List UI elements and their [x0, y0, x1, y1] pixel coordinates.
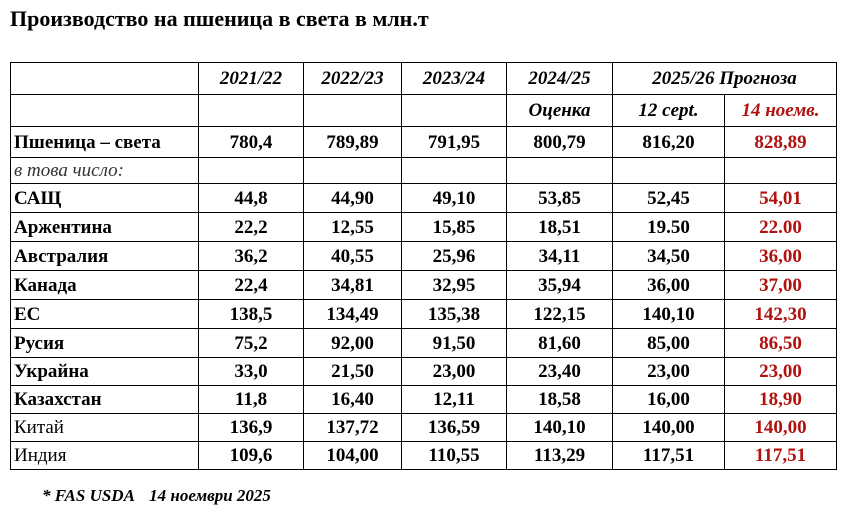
table-row	[11, 184, 837, 213]
cell: 140,10	[507, 414, 613, 442]
cell-forecast-nov: 86,50	[725, 329, 837, 358]
row-label: ЕС	[11, 300, 199, 329]
footnote-source: FAS USDA	[54, 486, 135, 505]
row-label: Русия	[11, 329, 199, 358]
cell: 135,38	[402, 300, 507, 329]
table-row	[11, 242, 837, 271]
row-label: Австралия	[11, 242, 199, 271]
cell: 22,4	[199, 271, 304, 300]
table-row	[11, 271, 837, 300]
including-label: в това число:	[11, 158, 199, 184]
cell: 25,96	[402, 242, 507, 271]
cell: 18,58	[507, 386, 613, 414]
table-row	[11, 414, 837, 442]
cell: 11,8	[199, 386, 304, 414]
subheader-12-sept: 12 сept.	[613, 95, 725, 127]
column-header-2021-22: 2021/22	[199, 63, 304, 95]
row-label: Канада	[11, 271, 199, 300]
footnote-date: 14 ноември 2025	[149, 486, 271, 505]
row-label: Казахстан	[11, 386, 199, 414]
cell-forecast-nov: 140,00	[725, 414, 837, 442]
row-label: САЩ	[11, 184, 199, 213]
cell-forecast-nov: 142,30	[725, 300, 837, 329]
cell: 122,15	[507, 300, 613, 329]
cell: 91,50	[402, 329, 507, 358]
row-including	[11, 158, 837, 184]
cell: 23,00	[613, 358, 725, 386]
cell: 138,5	[199, 300, 304, 329]
cell: 35,94	[507, 271, 613, 300]
column-header-2024-25: 2024/25	[507, 63, 613, 95]
cell: 134,49	[304, 300, 402, 329]
cell: 22,2	[199, 213, 304, 242]
cell: 140,10	[613, 300, 725, 329]
column-header-2023-24: 2023/24	[402, 63, 507, 95]
subheader-estimate: Оценка	[507, 95, 613, 127]
header-row-years	[11, 63, 837, 95]
row-label: Пшеница – света	[11, 127, 199, 158]
cell: 49,10	[402, 184, 507, 213]
cell: 75,2	[199, 329, 304, 358]
cell: 800,79	[507, 127, 613, 158]
cell-forecast-nov: 18,90	[725, 386, 837, 414]
table-row	[11, 358, 837, 386]
cell: 12,55	[304, 213, 402, 242]
column-header-2025-26-forecast: 2025/26 Прогноза	[613, 63, 837, 95]
cell: 780,4	[199, 127, 304, 158]
row-label: Украйна	[11, 358, 199, 386]
footnote-star: *	[42, 486, 51, 505]
row-label: Китай	[11, 414, 199, 442]
cell: 140,00	[613, 414, 725, 442]
cell: 92,00	[304, 329, 402, 358]
cell: 32,95	[402, 271, 507, 300]
subheader-14-nov: 14 ноемв.	[725, 95, 837, 127]
cell: 113,29	[507, 442, 613, 470]
cell-forecast-nov: 23,00	[725, 358, 837, 386]
table-row	[11, 213, 837, 242]
cell: 81,60	[507, 329, 613, 358]
row-label: Аржентина	[11, 213, 199, 242]
cell: 136,9	[199, 414, 304, 442]
cell-forecast-nov: 36,00	[725, 242, 837, 271]
cell: 12,11	[402, 386, 507, 414]
cell: 23,00	[402, 358, 507, 386]
cell: 34,11	[507, 242, 613, 271]
cell: 18,51	[507, 213, 613, 242]
cell: 136,59	[402, 414, 507, 442]
cell: 789,89	[304, 127, 402, 158]
page-title: Производство на пшеница в света в млн.т	[10, 6, 429, 31]
cell: 44,90	[304, 184, 402, 213]
cell: 44,8	[199, 184, 304, 213]
cell: 137,72	[304, 414, 402, 442]
cell: 16,40	[304, 386, 402, 414]
cell: 40,55	[304, 242, 402, 271]
corner-cell	[11, 63, 199, 95]
cell: 53,85	[507, 184, 613, 213]
cell: 19.50	[613, 213, 725, 242]
cell: 791,95	[402, 127, 507, 158]
cell: 816,20	[613, 127, 725, 158]
table-row	[11, 300, 837, 329]
cell: 110,55	[402, 442, 507, 470]
cell: 117,51	[613, 442, 725, 470]
header-row-sub	[11, 95, 837, 127]
table-row	[11, 442, 837, 470]
row-world-total	[11, 127, 837, 158]
cell: 52,45	[613, 184, 725, 213]
cell: 21,50	[304, 358, 402, 386]
column-header-2022-23: 2022/23	[304, 63, 402, 95]
cell: 16,00	[613, 386, 725, 414]
cell-forecast-nov: 828,89	[725, 127, 837, 158]
cell: 34,81	[304, 271, 402, 300]
cell: 36,2	[199, 242, 304, 271]
cell: 15,85	[402, 213, 507, 242]
table-row	[11, 329, 837, 358]
cell: 23,40	[507, 358, 613, 386]
cell-forecast-nov: 22.00	[725, 213, 837, 242]
cell-forecast-nov: 54,01	[725, 184, 837, 213]
cell: 36,00	[613, 271, 725, 300]
cell-forecast-nov: 37,00	[725, 271, 837, 300]
wheat-production-table	[10, 62, 837, 470]
table-row	[11, 386, 837, 414]
cell: 85,00	[613, 329, 725, 358]
row-label: Индия	[11, 442, 199, 470]
cell: 109,6	[199, 442, 304, 470]
cell: 33,0	[199, 358, 304, 386]
source-footnote	[42, 486, 271, 506]
cell: 104,00	[304, 442, 402, 470]
cell: 34,50	[613, 242, 725, 271]
cell-forecast-nov: 117,51	[725, 442, 837, 470]
